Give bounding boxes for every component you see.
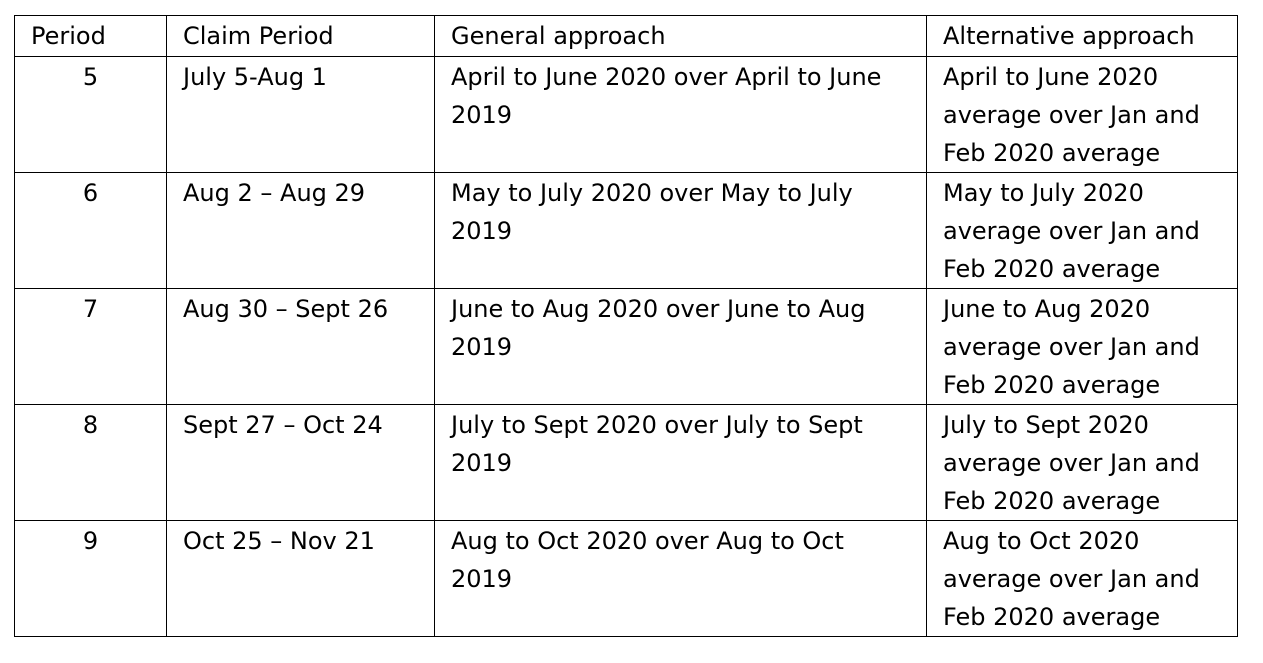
period-cell: 8: [15, 405, 167, 521]
general-approach-cell: April to June 2020 over April to June 2019: [435, 57, 927, 173]
general-approach-cell: July to Sept 2020 over July to Sept 2019: [435, 405, 927, 521]
period-cell: 6: [15, 173, 167, 289]
claim-period-cell: Aug 30 – Sept 26: [167, 289, 435, 405]
alternative-approach-cell: July to Sept 2020 average over Jan and Feb 2020 average: [927, 405, 1238, 521]
table-row: [15, 521, 1238, 637]
table-row: [15, 173, 1238, 289]
alternative-approach-cell: May to July 2020 average over Jan and Feb 2020 average: [927, 173, 1238, 289]
general-approach-cell: Aug to Oct 2020 over Aug to Oct 2019: [435, 521, 927, 637]
table-header: [15, 16, 1238, 57]
period-cell: 9: [15, 521, 167, 637]
general-approach-cell: June to Aug 2020 over June to Aug 2019: [435, 289, 927, 405]
alternative-approach-cell: April to June 2020 average over Jan and Feb 2020 average: [927, 57, 1238, 173]
claim-period-cell: July 5-Aug 1: [167, 57, 435, 173]
period-cell: 7: [15, 289, 167, 405]
claim-period-cell: Sept 27 – Oct 24: [167, 405, 435, 521]
claim-periods-table: [14, 15, 1238, 637]
claim-period-cell: Oct 25 – Nov 21: [167, 521, 435, 637]
table-body: [15, 57, 1238, 637]
general-approach-cell: May to July 2020 over May to July 2019: [435, 173, 927, 289]
header-period: Period: [15, 16, 167, 57]
alternative-approach-cell: Aug to Oct 2020 average over Jan and Feb 2020 average: [927, 521, 1238, 637]
header-general-approach: General approach: [435, 16, 927, 57]
table-row: [15, 289, 1238, 405]
table-row: [15, 57, 1238, 173]
header-alternative-approach: Alternative approach: [927, 16, 1238, 57]
header-claim-period: Claim Period: [167, 16, 435, 57]
alternative-approach-cell: June to Aug 2020 average over Jan and Feb 2020 average: [927, 289, 1238, 405]
table-row: [15, 405, 1238, 521]
claim-period-cell: Aug 2 – Aug 29: [167, 173, 435, 289]
header-row: [15, 16, 1238, 57]
period-cell: 5: [15, 57, 167, 173]
